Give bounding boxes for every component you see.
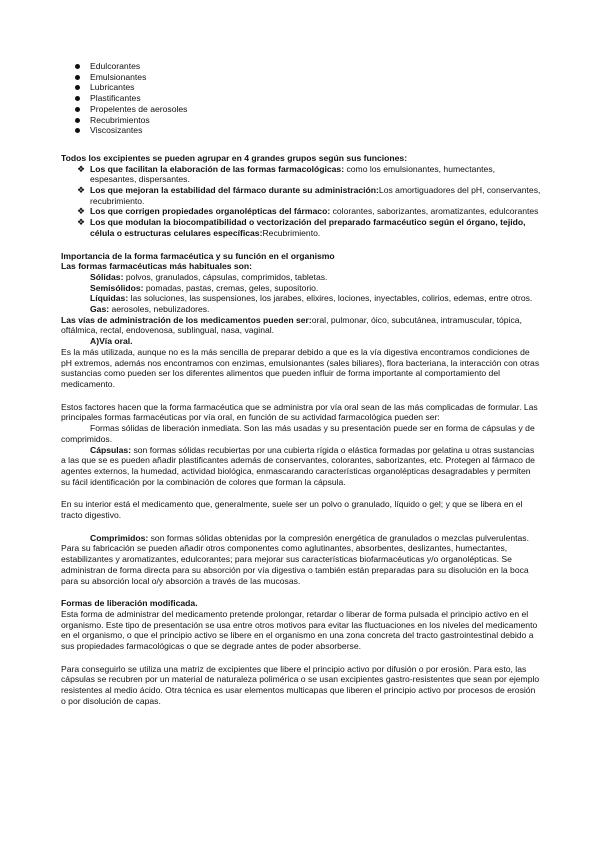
list-item: Edulcorantes bbox=[61, 61, 541, 72]
diamond-bullet-icon: ❖ bbox=[77, 206, 86, 217]
routes-paragraph: Las vías de administración de los medicamentos pueden ser:oral, pulmonar, óico, subcutánea, intramuscular, tópica, oftálmica, rectal, endovenosa, sublingual, nasa, vaginal. bbox=[61, 314, 522, 336]
bullet-icon bbox=[75, 85, 80, 90]
list-item: ❖ Los que mejoran la estabilidad del fármaco durante su administración:Los amortiguadores del pH, conservantes, recubrimiento. bbox=[77, 185, 541, 206]
modified-paragraph-1: Esta forma de administrar del medicamento pretende prolongar, retardar o liberar de forma pulsada el principio activo en el organismo. Este tipo de presentación se usa entre otros motivos para evitar las fluctuaciones en los niveles del medicamento en el organismo, o que el principio activo se libere en el organismo en una zona concreta del tracto gastrointestinal debido a sus propiedades farmacológicas o que se degrade antes de poder absorberse. bbox=[61, 608, 538, 652]
capsules-inside-paragraph: En su interior está el medicamento que, generalmente, suele ser un polvo o granulado, líquido o gel; y que se libera en el tracto digestivo. bbox=[61, 499, 523, 521]
bullet-icon bbox=[75, 96, 80, 101]
modified-paragraph-2: Para conseguirlo se utiliza una matriz de excipientes que libere el principio activo por difusión o por erosión. Para esto, las cápsulas se recubren por un material de naturaleza polimérica o se usan excipientes gastro-resistentes que sean por ejemplo resistentes al medio ácido. Otra técnica es usar elementos multicapas que liberen el principio activo por procesos de erosión o por disolución de capas. bbox=[61, 663, 540, 706]
groups-list bbox=[61, 164, 541, 239]
diamond-bullet-icon: ❖ bbox=[77, 163, 86, 174]
list-item: ❖ Los que facilitan la elaboración de las formas farmacológicas: como los emulsionantes, humectantes, espesantes, dispersantes. bbox=[77, 163, 496, 185]
oral-paragraph-2: Estos factores hacen que la forma farmacéutica que se administra por vía oral sean de las más complicadas de formular. Las principales formas farmacéuticas por vía oral, en función de su actividad farmacológica pueden ser: bbox=[61, 401, 538, 423]
form-solid: Sólidas: polvos, granulados, cápsulas, comprimidos, tabletas. bbox=[90, 271, 328, 282]
bullet-icon bbox=[75, 128, 80, 133]
list-item: Lubricantes bbox=[61, 82, 541, 93]
form-liquid: Líquidas: las soluciones, las suspensiones, los jarabes, elixires, lociones, inyectables, colirios, edemas, entre otros. bbox=[90, 293, 533, 304]
oral-paragraph-1: Es la más utilizada, aunque no es la más sencilla de preparar debido a que es la vía digestiva encontramos condiciones de pH extremos, además nos encontramos con enzimas, emulsionantes (sales biliares), flora bacteriana, la interacción con otras sustancias como pueden ser los diferentes alimentos que pueden influir de forma importante al comportamiento del medicamento. bbox=[61, 346, 540, 389]
form-gas: Gas: aerosoles, nebulizadores. bbox=[90, 304, 210, 315]
tablets-paragraph: Comprimidos: son formas sólidas obtenidas por la compresión energética de granulados o mezclas pulverulentas. Para su fabricación se pueden añadir otros componentes como aglutinantes, absorbentes, deslizantes, humectantes, estabilizantes y aromatizantes, edulcorantes; para mejorar sus características biofarmacéuticas y/o organolépticas. Se administran de forma directa para su absorción por vía digestiva o también están preparadas para su disolución en la boca para su absorción local o/y absorción a través de las mucosas. bbox=[61, 532, 529, 586]
list-item: Emulsionantes bbox=[61, 72, 541, 83]
bullet-icon bbox=[75, 107, 80, 112]
groups-heading: Todos los excipientes se pueden agrupar en 4 grandes grupos según sus funciones: bbox=[61, 152, 408, 163]
list-item: ❖ Los que modulan la biocompatibilidad o vectorización del preparado farmacéutico según el órgano, tejido, célula o estructuras celulares específicas:Recubrimiento. bbox=[77, 217, 526, 238]
form-semisolid: Semisólidos: pomadas, pastas, cremas, geles, supositorio. bbox=[90, 282, 319, 293]
oral-heading: A)Vía oral. bbox=[90, 336, 133, 347]
diamond-bullet-icon: ❖ bbox=[77, 217, 86, 228]
importance-heading: Importancia de la forma farmacéutica y su función en el organismo bbox=[61, 250, 335, 261]
bullet-icon bbox=[75, 64, 80, 69]
capsules-paragraph: Cápsulas: son formas sólidas recubiertas por una cubierta rígida o elástica formadas por gelatina u otras sustancias a las que se es pueden añadir plastificantes además de conservantes, colorantes, saborizantes, etc. Protegen al fármaco de agentes externos, la humedad, actividad biológica, enmascarando características organolépticas desagradables y permiten su fácil identificación por la combinación de colores que forman la cápsula. bbox=[61, 444, 535, 487]
diamond-bullet-icon: ❖ bbox=[77, 185, 86, 196]
list-item: Propelentes de aerosoles bbox=[61, 104, 541, 115]
list-item: Plastificantes bbox=[61, 93, 541, 104]
excipient-list bbox=[61, 61, 541, 136]
document-body bbox=[61, 61, 541, 707]
immediate-release-paragraph: Formas sólidas de liberación inmediata. Son las más usadas y su presentación puede ser en forma de cápsulas y de comprimidos. bbox=[61, 423, 535, 444]
list-item: Recubrimientos bbox=[61, 115, 541, 126]
list-item: ❖ Los que corrigen propiedades organolépticas del fármaco: colorantes, saborizantes, aromatizantes, edulcorantes bbox=[77, 206, 539, 217]
modified-heading: Formas de liberación modificada. bbox=[61, 598, 198, 609]
list-item: Viscosizantes bbox=[61, 125, 541, 136]
bullet-icon bbox=[75, 75, 80, 80]
habitual-heading: Las formas farmacéuticas más habituales son: bbox=[61, 261, 253, 272]
bullet-icon bbox=[75, 118, 80, 123]
